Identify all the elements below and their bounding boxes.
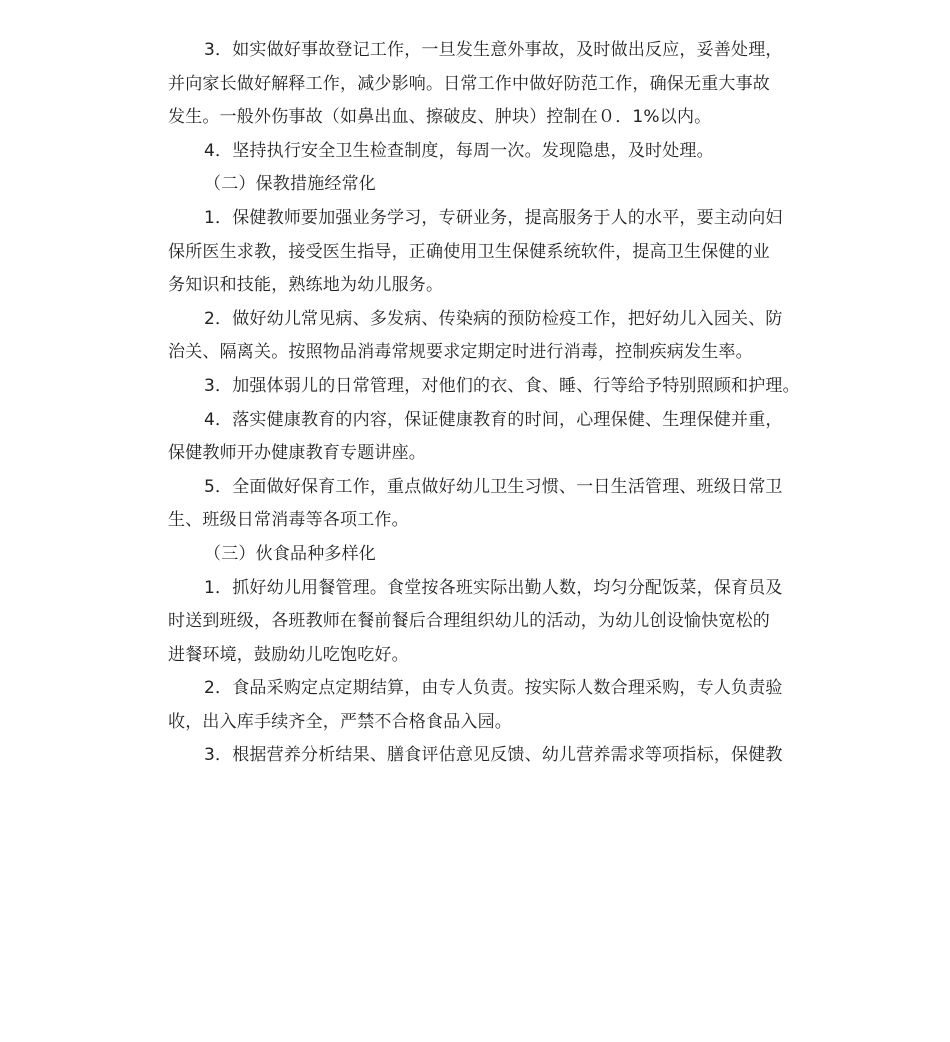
paragraph-first-line: 2．做好幼儿常见病、多发病、传染病的预防检疫工作，把好幼儿入园关、防 — [204, 308, 783, 329]
paragraph-first-line: 4．坚持执行安全卫生检查制度，每周一次。发现隐患，及时处理。 — [204, 140, 714, 161]
paragraph-line: 生、班级日常消毒等各项工作。 — [168, 510, 409, 531]
paragraph-line: 务知识和技能，熟练地为幼儿服务。 — [168, 275, 444, 296]
paragraph-line: 保所医生求教，接受医生指导，正确使用卫生保健系统软件，提高卫生保健的业 — [168, 241, 770, 262]
paragraph-first-line: 3．如实做好事故登记工作，一旦发生意外事故，及时做出反应，妥善处理， — [204, 40, 783, 60]
paragraph-first-line: （二）保教措施经常化 — [204, 174, 376, 195]
paragraph-line: 发生。一般外伤事故（如鼻出血、擦破皮、肿块）控制在０．1%以内。 — [168, 107, 712, 128]
paragraph-first-line: 1．抓好幼儿用餐管理。食堂按各班实际出勤人数，均匀分配饭菜，保育员及 — [204, 577, 783, 598]
paragraph-first-line: 5．全面做好保育工作，重点做好幼儿卫生习惯、一日生活管理、班级日常卫 — [204, 476, 783, 497]
paragraph-line: 收，出入库手续齐全，严禁不合格食品入园。 — [168, 711, 512, 732]
paragraph-first-line: 2．食品采购定点定期结算，由专人负责。按实际人数合理采购，专人负责验 — [204, 678, 783, 699]
paragraph-first-line: （三）伙食品种多样化 — [204, 543, 376, 564]
paragraph-line: 时送到班级，各班教师在餐前餐后合理组织幼儿的活动，为幼儿创设愉快宽松的 — [168, 611, 770, 632]
paragraph-line: 并向家长做好解释工作，减少影响。日常工作中做好防范工作，确保无重大事故 — [168, 73, 770, 94]
paragraph-line: 保健教师开办健康教育专题讲座。 — [168, 443, 426, 464]
paragraph-line: 治关、隔离关。按照物品消毒常规要求定期定时进行消毒，控制疾病发生率。 — [168, 342, 753, 363]
document-body — [168, 34, 800, 773]
paragraph-first-line: 3．加强体弱儿的日常管理，对他们的衣、食、睡、行等给予特别照顾和护理。 — [204, 375, 800, 396]
paragraph-line: 进餐环境，鼓励幼儿吃饱吃好。 — [168, 644, 409, 665]
paragraph-first-line: 1．保健教师要加强业务学习，专研业务，提高服务于人的水平，要主动向妇 — [204, 207, 783, 228]
paragraph-first-line: 4．落实健康教育的内容，保证健康教育的时间，心理保健、生理保健并重， — [204, 409, 783, 430]
paragraph-first-line: 3．根据营养分析结果、膳食评估意见反馈、幼儿营养需求等项指标，保健教 — [204, 745, 783, 766]
